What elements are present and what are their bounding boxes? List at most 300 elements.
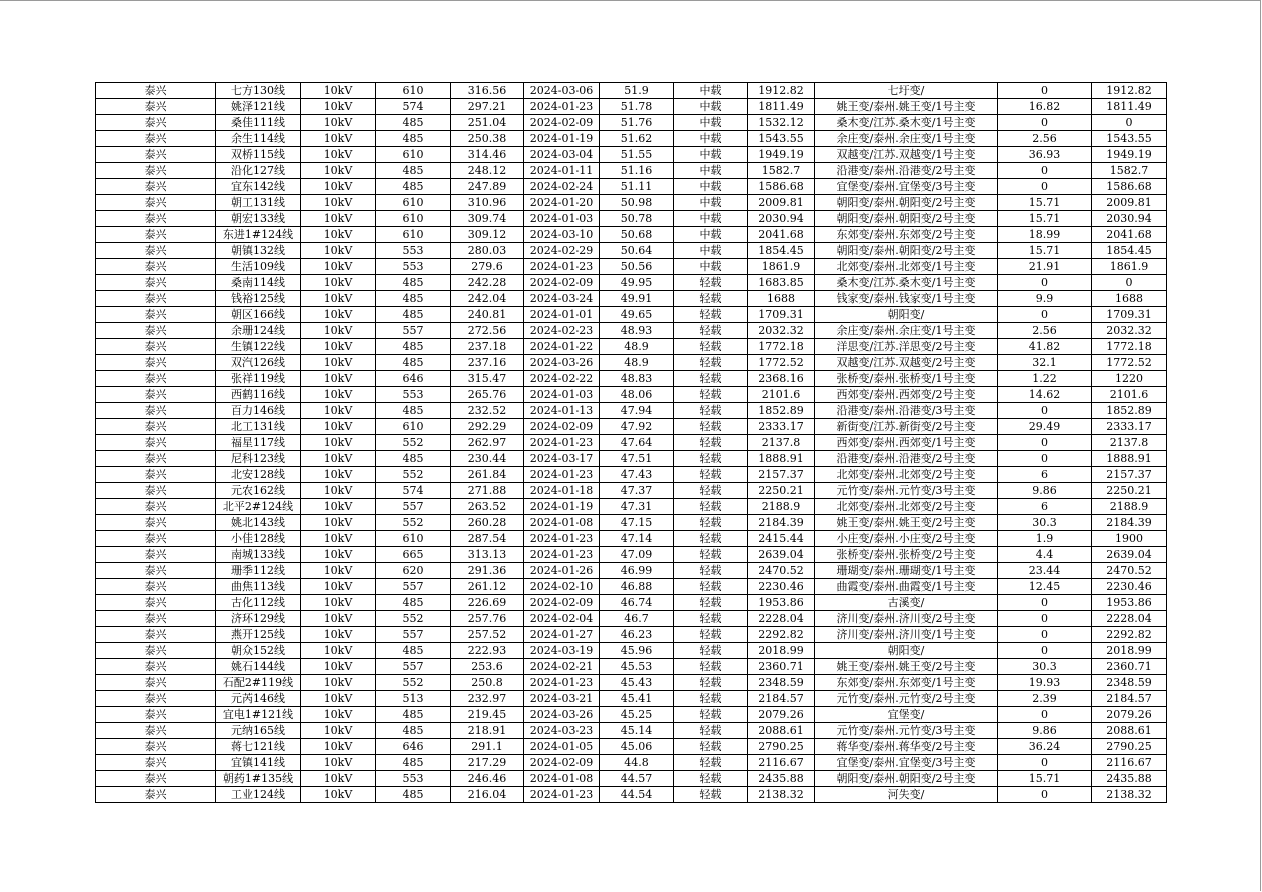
cell-load-level: 轻载 [674,659,748,675]
cell-date: 2024-03-26 [524,355,600,371]
cell-line-name: 七方130线 [216,83,301,99]
cell-capacity: 1772.18 [748,339,815,355]
cell-col-k: 0 [998,403,1092,419]
cell-region: 泰兴 [96,547,216,563]
table-row [96,115,1167,131]
cell-load-rate: 49.65 [600,307,674,323]
cell-load-level: 轻载 [674,499,748,515]
cell-rated-current: 485 [376,707,451,723]
cell-voltage: 10kV [301,419,376,435]
cell-substation: 朝阳变/ [815,307,998,323]
cell-load-level: 轻载 [674,387,748,403]
cell-capacity: 2032.32 [748,323,815,339]
cell-region: 泰兴 [96,147,216,163]
cell-line-name: 姚石144线 [216,659,301,675]
cell-region: 泰兴 [96,163,216,179]
cell-region: 泰兴 [96,99,216,115]
cell-current: 217.29 [451,755,524,771]
cell-rated-current: 513 [376,691,451,707]
cell-col-l: 2009.81 [1092,195,1167,211]
cell-load-level: 轻载 [674,323,748,339]
cell-load-level: 轻载 [674,515,748,531]
cell-col-k: 2.56 [998,131,1092,147]
cell-region: 泰兴 [96,339,216,355]
cell-rated-current: 552 [376,675,451,691]
table-row [96,707,1167,723]
cell-load-rate: 48.9 [600,355,674,371]
cell-current: 257.76 [451,611,524,627]
cell-load-rate: 44.8 [600,755,674,771]
cell-voltage: 10kV [301,579,376,595]
cell-substation: 朝阳变/泰州.朝阳变/2号主变 [815,211,998,227]
cell-col-l: 1912.82 [1092,83,1167,99]
cell-capacity: 1888.91 [748,451,815,467]
cell-col-k: 4.4 [998,547,1092,563]
cell-current: 291.36 [451,563,524,579]
cell-substation: 元竹变/泰州.元竹变/3号主变 [815,483,998,499]
cell-capacity: 1854.45 [748,243,815,259]
cell-voltage: 10kV [301,595,376,611]
cell-col-k: 0 [998,611,1092,627]
cell-capacity: 1861.9 [748,259,815,275]
cell-load-rate: 47.09 [600,547,674,563]
cell-col-l: 2079.26 [1092,707,1167,723]
cell-capacity: 2116.67 [748,755,815,771]
cell-substation: 西郊变/泰州.西郊变/2号主变 [815,387,998,403]
cell-line-name: 珊季112线 [216,563,301,579]
table-row [96,227,1167,243]
cell-load-rate: 48.93 [600,323,674,339]
cell-capacity: 2088.61 [748,723,815,739]
cell-date: 2024-03-19 [524,643,600,659]
cell-region: 泰兴 [96,243,216,259]
cell-line-name: 朝工131线 [216,195,301,211]
cell-load-level: 轻载 [674,435,748,451]
cell-region: 泰兴 [96,595,216,611]
cell-rated-current: 557 [376,579,451,595]
cell-capacity: 2157.37 [748,467,815,483]
cell-col-k: 36.93 [998,147,1092,163]
cell-line-name: 北平2#124线 [216,499,301,515]
cell-rated-current: 557 [376,627,451,643]
cell-region: 泰兴 [96,403,216,419]
cell-rated-current: 485 [376,755,451,771]
cell-rated-current: 610 [376,531,451,547]
cell-load-rate: 45.53 [600,659,674,675]
cell-line-name: 朝区166线 [216,307,301,323]
cell-region: 泰兴 [96,355,216,371]
cell-line-name: 宜电1#121线 [216,707,301,723]
cell-substation: 张桥变/泰州.张桥变/2号主变 [815,547,998,563]
cell-col-k: 0 [998,163,1092,179]
cell-region: 泰兴 [96,435,216,451]
cell-line-name: 桑南114线 [216,275,301,291]
cell-rated-current: 553 [376,387,451,403]
table-row [96,627,1167,643]
cell-voltage: 10kV [301,323,376,339]
cell-load-rate: 46.99 [600,563,674,579]
cell-load-rate: 51.76 [600,115,674,131]
cell-col-k: 21.91 [998,259,1092,275]
cell-load-rate: 51.62 [600,131,674,147]
cell-voltage: 10kV [301,451,376,467]
cell-rated-current: 557 [376,499,451,515]
cell-voltage: 10kV [301,179,376,195]
cell-capacity: 2079.26 [748,707,815,723]
cell-line-name: 南城133线 [216,547,301,563]
cell-col-k: 2.39 [998,691,1092,707]
cell-line-name: 姚泽121线 [216,99,301,115]
cell-col-k: 9.86 [998,483,1092,499]
cell-capacity: 1912.82 [748,83,815,99]
cell-col-l: 2790.25 [1092,739,1167,755]
table-row [96,323,1167,339]
cell-line-name: 生活109线 [216,259,301,275]
cell-date: 2024-01-23 [524,435,600,451]
cell-voltage: 10kV [301,131,376,147]
cell-current: 257.52 [451,627,524,643]
cell-rated-current: 553 [376,259,451,275]
cell-date: 2024-01-23 [524,259,600,275]
cell-col-l: 1586.68 [1092,179,1167,195]
table-row [96,83,1167,99]
cell-col-l: 2292.82 [1092,627,1167,643]
table-row [96,675,1167,691]
cell-date: 2024-02-29 [524,243,600,259]
cell-line-name: 古化112线 [216,595,301,611]
cell-load-rate: 48.06 [600,387,674,403]
cell-date: 2024-01-03 [524,387,600,403]
cell-current: 265.76 [451,387,524,403]
cell-col-k: 29.49 [998,419,1092,435]
cell-load-rate: 47.15 [600,515,674,531]
cell-date: 2024-02-09 [524,115,600,131]
cell-col-l: 1900 [1092,531,1167,547]
cell-col-l: 2228.04 [1092,611,1167,627]
cell-load-rate: 47.31 [600,499,674,515]
cell-region: 泰兴 [96,675,216,691]
cell-voltage: 10kV [301,659,376,675]
cell-capacity: 2639.04 [748,547,815,563]
cell-col-l: 2157.37 [1092,467,1167,483]
cell-date: 2024-01-11 [524,163,600,179]
cell-rated-current: 646 [376,371,451,387]
cell-substation: 珊瑚变/泰州.珊瑚变/1号主变 [815,563,998,579]
cell-current: 291.1 [451,739,524,755]
cell-rated-current: 610 [376,211,451,227]
cell-load-level: 中载 [674,211,748,227]
cell-date: 2024-02-04 [524,611,600,627]
cell-voltage: 10kV [301,499,376,515]
cell-date: 2024-02-21 [524,659,600,675]
cell-rated-current: 485 [376,403,451,419]
cell-line-name: 济环129线 [216,611,301,627]
cell-col-k: 1.9 [998,531,1092,547]
cell-col-l: 2101.6 [1092,387,1167,403]
cell-date: 2024-01-18 [524,483,600,499]
cell-load-level: 中载 [674,243,748,259]
cell-capacity: 2138.32 [748,787,815,803]
table-row [96,163,1167,179]
cell-col-k: 0 [998,627,1092,643]
table-row [96,755,1167,771]
cell-current: 251.04 [451,115,524,131]
cell-substation: 河失变/ [815,787,998,803]
cell-line-name: 沿化127线 [216,163,301,179]
cell-voltage: 10kV [301,163,376,179]
cell-substation: 新街变/江苏.新街变/2号主变 [815,419,998,435]
cell-load-rate: 47.94 [600,403,674,419]
cell-voltage: 10kV [301,227,376,243]
cell-line-name: 小佳128线 [216,531,301,547]
cell-col-k: 15.71 [998,771,1092,787]
cell-substation: 姚王变/泰州.姚王变/2号主变 [815,659,998,675]
cell-capacity: 1953.86 [748,595,815,611]
cell-capacity: 2018.99 [748,643,815,659]
cell-region: 泰兴 [96,275,216,291]
cell-col-l: 2030.94 [1092,211,1167,227]
cell-current: 218.91 [451,723,524,739]
cell-substation: 小庄变/泰州.小庄变/2号主变 [815,531,998,547]
cell-load-level: 中载 [674,99,748,115]
cell-voltage: 10kV [301,643,376,659]
cell-rated-current: 485 [376,787,451,803]
cell-line-name: 朝药1#135线 [216,771,301,787]
cell-current: 248.12 [451,163,524,179]
cell-region: 泰兴 [96,499,216,515]
cell-capacity: 2184.39 [748,515,815,531]
cell-current: 219.45 [451,707,524,723]
cell-region: 泰兴 [96,755,216,771]
cell-line-name: 石配2#119线 [216,675,301,691]
table-row [96,723,1167,739]
cell-date: 2024-03-24 [524,291,600,307]
cell-load-rate: 45.14 [600,723,674,739]
table-row [96,563,1167,579]
cell-substation: 姚王变/泰州.姚王变/2号主变 [815,515,998,531]
cell-col-l: 1861.9 [1092,259,1167,275]
cell-date: 2024-03-17 [524,451,600,467]
cell-current: 263.52 [451,499,524,515]
cell-line-name: 生镇122线 [216,339,301,355]
cell-rated-current: 553 [376,771,451,787]
cell-current: 242.28 [451,275,524,291]
cell-date: 2024-02-24 [524,179,600,195]
cell-load-rate: 47.51 [600,451,674,467]
cell-col-l: 1582.7 [1092,163,1167,179]
cell-col-l: 2088.61 [1092,723,1167,739]
cell-substation: 桑木变/江苏.桑木变/1号主变 [815,115,998,131]
cell-substation: 元竹变/泰州.元竹变/3号主变 [815,723,998,739]
cell-current: 316.56 [451,83,524,99]
table-row [96,595,1167,611]
cell-region: 泰兴 [96,643,216,659]
table-row [96,179,1167,195]
cell-date: 2024-02-09 [524,419,600,435]
table-row [96,467,1167,483]
cell-rated-current: 557 [376,659,451,675]
cell-rated-current: 552 [376,611,451,627]
cell-line-name: 朝镇132线 [216,243,301,259]
cell-col-k: 15.71 [998,195,1092,211]
cell-load-level: 轻载 [674,467,748,483]
cell-substation: 洋思变/江苏.洋思变/2号主变 [815,339,998,355]
cell-col-l: 1772.52 [1092,355,1167,371]
cell-col-l: 2041.68 [1092,227,1167,243]
cell-col-l: 2333.17 [1092,419,1167,435]
cell-substation: 双越变/江苏.双越变/1号主变 [815,147,998,163]
table-row [96,195,1167,211]
cell-voltage: 10kV [301,563,376,579]
cell-capacity: 2360.71 [748,659,815,675]
table-row [96,739,1167,755]
cell-substation: 朝阳变/ [815,643,998,659]
cell-line-name: 北安128线 [216,467,301,483]
cell-line-name: 元纳165线 [216,723,301,739]
cell-col-l: 2184.39 [1092,515,1167,531]
cell-voltage: 10kV [301,515,376,531]
cell-col-l: 1543.55 [1092,131,1167,147]
cell-substation: 北郊变/泰州.北郊变/1号主变 [815,259,998,275]
cell-region: 泰兴 [96,531,216,547]
cell-load-level: 轻载 [674,595,748,611]
cell-date: 2024-01-05 [524,739,600,755]
cell-col-k: 15.71 [998,243,1092,259]
cell-substation: 济川变/泰州.济川变/1号主变 [815,627,998,643]
cell-col-k: 0 [998,755,1092,771]
cell-current: 226.69 [451,595,524,611]
table-row [96,499,1167,515]
table-row [96,579,1167,595]
cell-load-level: 轻载 [674,643,748,659]
cell-region: 泰兴 [96,371,216,387]
cell-substation: 姚王变/泰州.姚王变/1号主变 [815,99,998,115]
cell-current: 250.38 [451,131,524,147]
cell-load-level: 中载 [674,195,748,211]
cell-date: 2024-01-20 [524,195,600,211]
cell-voltage: 10kV [301,195,376,211]
cell-rated-current: 620 [376,563,451,579]
cell-load-rate: 51.16 [600,163,674,179]
cell-current: 260.28 [451,515,524,531]
cell-col-k: 0 [998,451,1092,467]
cell-date: 2024-03-04 [524,147,600,163]
cell-line-name: 元芮146线 [216,691,301,707]
cell-current: 261.84 [451,467,524,483]
cell-current: 232.52 [451,403,524,419]
cell-substation: 北郊变/泰州.北郊变/2号主变 [815,467,998,483]
cell-load-level: 轻载 [674,787,748,803]
cell-col-k: 2.56 [998,323,1092,339]
cell-col-k: 30.3 [998,515,1092,531]
cell-rated-current: 485 [376,275,451,291]
cell-line-name: 朝众152线 [216,643,301,659]
cell-date: 2024-02-09 [524,755,600,771]
cell-rated-current: 610 [376,419,451,435]
cell-region: 泰兴 [96,563,216,579]
cell-load-rate: 44.54 [600,787,674,803]
cell-region: 泰兴 [96,387,216,403]
cell-date: 2024-02-23 [524,323,600,339]
table-row [96,611,1167,627]
cell-col-l: 2184.57 [1092,691,1167,707]
cell-load-rate: 50.64 [600,243,674,259]
cell-region: 泰兴 [96,291,216,307]
cell-col-l: 2470.52 [1092,563,1167,579]
table-row [96,787,1167,803]
cell-load-rate: 47.37 [600,483,674,499]
cell-load-level: 中载 [674,259,748,275]
cell-region: 泰兴 [96,227,216,243]
cell-col-l: 1888.91 [1092,451,1167,467]
cell-voltage: 10kV [301,771,376,787]
cell-load-level: 轻载 [674,403,748,419]
cell-region: 泰兴 [96,467,216,483]
cell-load-rate: 47.92 [600,419,674,435]
cell-col-l: 2360.71 [1092,659,1167,675]
cell-current: 292.29 [451,419,524,435]
cell-date: 2024-01-23 [524,787,600,803]
cell-current: 216.04 [451,787,524,803]
cell-line-name: 桑佳111线 [216,115,301,131]
cell-rated-current: 665 [376,547,451,563]
cell-substation: 朝阳变/泰州.朝阳变/2号主变 [815,195,998,211]
cell-line-name: 尼科123线 [216,451,301,467]
cell-col-k: 18.99 [998,227,1092,243]
cell-load-level: 轻载 [674,611,748,627]
cell-col-k: 6 [998,499,1092,515]
cell-line-name: 余珊124线 [216,323,301,339]
cell-date: 2024-03-06 [524,83,600,99]
cell-capacity: 2009.81 [748,195,815,211]
cell-capacity: 1532.12 [748,115,815,131]
cell-load-level: 中载 [674,227,748,243]
cell-capacity: 2041.68 [748,227,815,243]
cell-rated-current: 553 [376,243,451,259]
table-row [96,451,1167,467]
cell-load-level: 中载 [674,179,748,195]
cell-rated-current: 610 [376,147,451,163]
cell-col-k: 6 [998,467,1092,483]
cell-date: 2024-02-09 [524,275,600,291]
table-row [96,371,1167,387]
cell-load-rate: 47.64 [600,435,674,451]
cell-line-name: 燕开125线 [216,627,301,643]
cell-rated-current: 485 [376,179,451,195]
cell-voltage: 10kV [301,787,376,803]
table-row [96,243,1167,259]
cell-col-k: 0 [998,787,1092,803]
cell-voltage: 10kV [301,307,376,323]
cell-col-l: 2116.67 [1092,755,1167,771]
cell-rated-current: 485 [376,163,451,179]
cell-col-l: 2138.32 [1092,787,1167,803]
table-row [96,307,1167,323]
cell-load-level: 轻载 [674,755,748,771]
cell-voltage: 10kV [301,483,376,499]
cell-col-k: 41.82 [998,339,1092,355]
table-row [96,531,1167,547]
table-row [96,99,1167,115]
cell-substation: 西郊变/泰州.西郊变/1号主变 [815,435,998,451]
cell-substation: 沿港变/泰州.沿港变/3号主变 [815,403,998,419]
cell-substation: 济川变/泰州.济川变/2号主变 [815,611,998,627]
cell-load-level: 轻载 [674,691,748,707]
cell-rated-current: 552 [376,515,451,531]
cell-col-k: 19.93 [998,675,1092,691]
cell-col-l: 1709.31 [1092,307,1167,323]
cell-capacity: 1582.7 [748,163,815,179]
